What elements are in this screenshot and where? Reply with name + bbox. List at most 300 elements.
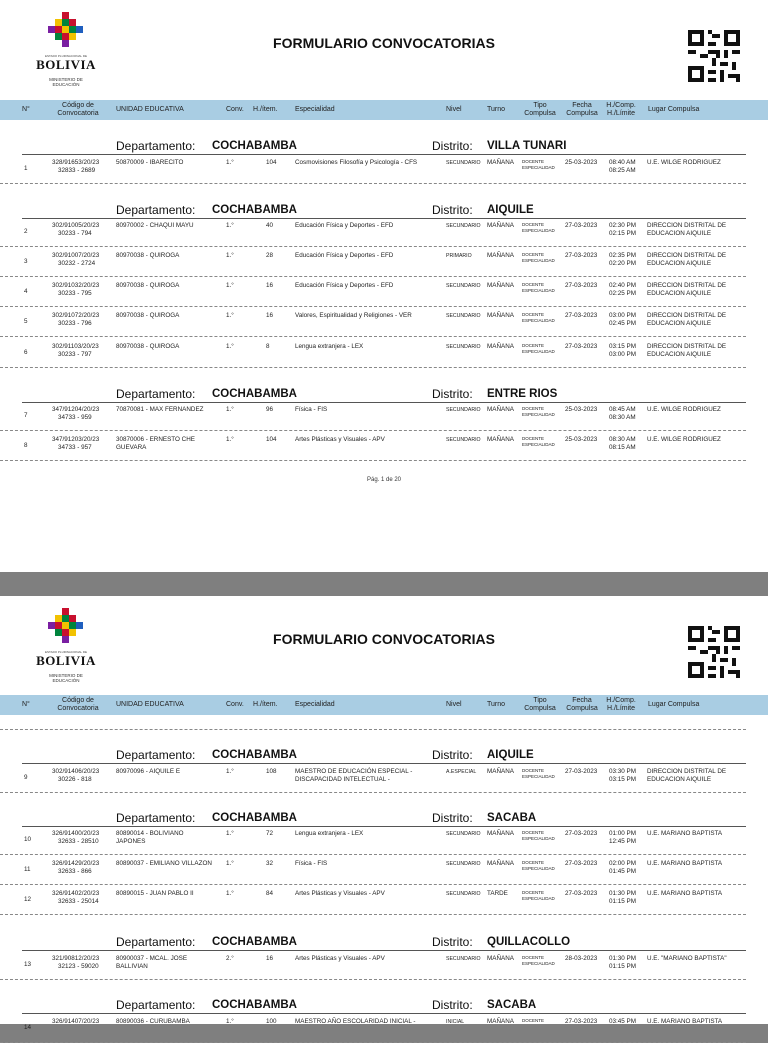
hitem-value: 108 [266, 768, 277, 775]
hora-compulsa: 02:00 PM [609, 860, 636, 867]
lugar-line1: U.E. MARIANO BAPTISTA [647, 1018, 723, 1025]
row-number: 14 [24, 1024, 32, 1031]
conv-value: 1.° [226, 436, 234, 443]
col-fecha: Fecha Compulsa [566, 697, 598, 712]
unidad-line1: 70870081 - MAX FERNANDEZ [116, 406, 204, 413]
tipo-line1: DOCENTE [522, 436, 545, 441]
department-label: Departamento: [116, 748, 196, 762]
unidad-line1: 80900037 - MCAL. JOSE [116, 955, 188, 962]
codigo-line2: 30233 - 796 [58, 319, 92, 327]
logo-state-text: ESTADO PLURINACIONAL DE [44, 54, 87, 58]
especialidad-line1: Física - FIS [295, 860, 328, 867]
codigo-line2: 30226 - 818 [58, 775, 92, 783]
unidad-line2: JAPONES [116, 837, 146, 845]
fecha-value: 27-03-2023 [565, 312, 598, 319]
nivel-value: SECUNDARIO [446, 313, 481, 319]
turno-value: MAÑANA [487, 222, 514, 229]
row-number: 5 [24, 318, 28, 325]
col-hcomp: H./Comp. H./Límite [606, 102, 636, 117]
table-header [0, 100, 768, 120]
turno-value: MAÑANA [487, 343, 514, 350]
fecha-value: 25-03-2023 [565, 406, 598, 413]
row-number: 13 [24, 961, 32, 968]
lugar-line1: U.E. MARIANO BAPTISTA [647, 860, 723, 867]
tipo-line2: ESPECIALIDAD [522, 774, 555, 779]
col-nivel: Nivel [446, 701, 462, 708]
row-divider [0, 854, 746, 855]
fecha-value: 27-03-2023 [565, 343, 598, 350]
tipo-line2: ESPECIALIDAD [522, 349, 555, 354]
especialidad-line1: MAESTRO AÑO ESCOLARIDAD INICIAL - [295, 1018, 416, 1025]
col-hitem: H./ítem. [253, 106, 278, 113]
lugar-line2: EDUCACION AIQUILE [647, 289, 712, 297]
fecha-value: 28-03-2023 [565, 955, 598, 962]
hitem-value: 16 [266, 312, 274, 319]
codigo-line1: 302/91005/20/23 [52, 222, 100, 229]
hitem-value: 8 [266, 343, 270, 350]
codigo-line1: 328/91653/20/23 [52, 159, 100, 166]
especialidad-line1: Educación Física y Deportes - EFD [295, 222, 394, 229]
col-tipo: Tipo Compulsa [524, 697, 556, 712]
tipo-line2: ESPECIALIDAD [522, 866, 555, 871]
codigo-line2: 30232 - 2724 [58, 259, 96, 267]
codigo-line2: 34733 - 957 [58, 443, 92, 451]
department-value: COCHABAMBA [212, 936, 297, 948]
page-title: FORMULARIO CONVOCATORIAS [273, 631, 495, 647]
district-label: Distrito: [432, 998, 473, 1012]
unidad-line1: 80890037 - EMILIANO VILLAZON [116, 860, 212, 867]
col-especialidad: Especialidad [295, 701, 335, 708]
lugar-line1: U.E. MARIANO BAPTISTA [647, 830, 723, 837]
department-value: COCHABAMBA [212, 204, 297, 216]
fecha-value: 25-03-2023 [565, 159, 598, 166]
col-especialidad: Especialidad [295, 106, 335, 113]
codigo-line1: 326/91402/20/23 [52, 890, 100, 897]
tipo-line1: DOCENTE [522, 406, 545, 411]
unidad-line1: 80970038 - QUIROGA [116, 343, 180, 350]
codigo-line2: 32633 - 28510 [58, 837, 99, 845]
hora-compulsa: 01:30 PM [609, 955, 636, 962]
codigo-line1: 347/91204/20/23 [52, 406, 100, 413]
hitem-value: 84 [266, 890, 274, 897]
codigo-line1: 302/91406/20/23 [52, 768, 100, 775]
department-label: Departamento: [116, 811, 196, 825]
especialidad-line2: DISCAPACIDAD INTELECTUAL - [295, 775, 390, 783]
row-divider [0, 729, 746, 730]
unidad-line1: 80970038 - QUIROGA [116, 282, 180, 289]
turno-value: TARDE [487, 890, 508, 897]
hitem-value: 32 [266, 860, 274, 867]
row-number: 2 [24, 228, 28, 235]
turno-value: MAÑANA [487, 436, 514, 443]
tipo-line1: DOCENTE [522, 890, 545, 895]
conv-value: 1.° [226, 252, 234, 259]
conv-value: 1.° [226, 343, 234, 350]
hora-limite: 12:45 PM [609, 837, 636, 845]
logo-ministry-text: MINISTERIO DE EDUCACIÓN [49, 673, 83, 683]
tipo-line2: ESPECIALIDAD [522, 318, 555, 323]
especialidad-line1: Artes Plásticas y Visuales - APV [295, 955, 385, 962]
tipo-line1: DOCENTE [522, 282, 545, 287]
tipo-line1: DOCENTE [522, 222, 545, 227]
nivel-value: SECUNDARIO [446, 407, 481, 413]
especialidad-line1: Educación Física y Deportes - EFD [295, 282, 394, 289]
department-label: Departamento: [116, 387, 196, 401]
hora-limite: 01:45 PM [609, 867, 636, 875]
unidad-line1: 80890015 - JUAN PABLO II [116, 890, 194, 897]
col-n: N° [22, 106, 30, 113]
codigo-line2: 30233 - 797 [58, 350, 92, 358]
hitem-value: 40 [266, 222, 274, 229]
turno-value: MAÑANA [487, 282, 514, 289]
lugar-line2: EDUCACION AIQUILE [647, 775, 712, 783]
nivel-value: INICIAL [446, 1019, 465, 1025]
lugar-line2: EDUCACION AIQUILE [647, 259, 712, 267]
department-value: COCHABAMBA [212, 749, 297, 761]
especialidad-line1: Lengua extranjera - LEX [295, 830, 364, 837]
especialidad-line1: Lengua extranjera - LEX [295, 343, 364, 350]
codigo-line2: 32833 - 2689 [58, 166, 96, 174]
nivel-value: SECUNDARIO [446, 956, 481, 962]
lugar-line1: DIRECCION DISTRITAL DE [647, 252, 727, 259]
hora-limite: 03:15 PM [609, 775, 636, 783]
tipo-line2: ESPECIALIDAD [522, 228, 555, 233]
tipo-line1: DOCENTE [522, 312, 545, 317]
codigo-line2: 32633 - 25014 [58, 897, 99, 905]
hora-limite: 02:25 PM [609, 289, 636, 297]
lugar-line2: EDUCACION AIQUILE [647, 350, 712, 358]
tipo-line1: DOCENTE [522, 860, 545, 865]
row-divider [0, 367, 746, 368]
especialidad-line1: Artes Plásticas y Visuales - APV [295, 890, 385, 897]
lugar-line1: DIRECCION DISTRITAL DE [647, 343, 727, 350]
col-turno: Turno [487, 701, 506, 708]
row-divider [0, 979, 746, 980]
hora-compulsa: 02:35 PM [609, 252, 636, 259]
col-lugar: Lugar Compulsa [648, 701, 700, 708]
page-title: FORMULARIO CONVOCATORIAS [273, 35, 495, 51]
department-label: Departamento: [116, 998, 196, 1012]
tipo-line1: DOCENTE [522, 252, 545, 257]
turno-value: MAÑANA [487, 159, 514, 166]
unidad-line1: 80890036 - CURUBAMBA [116, 1018, 190, 1025]
col-lugar: Lugar Compulsa [648, 106, 700, 113]
district-label: Distrito: [432, 935, 473, 949]
row-number: 8 [24, 442, 28, 449]
logo-ministry-text: MINISTERIO DE EDUCACIÓN [49, 77, 83, 87]
district-label: Distrito: [432, 203, 473, 217]
row-divider [0, 183, 746, 184]
row-divider [0, 306, 746, 307]
lugar-line1: U.E. "MARIANO BAPTISTA" [647, 955, 727, 962]
row-divider [0, 276, 746, 277]
row-number: 1 [24, 165, 28, 172]
tipo-line2: ESPECIALIDAD [522, 258, 555, 263]
turno-value: MAÑANA [487, 406, 514, 413]
col-turno: Turno [487, 106, 506, 113]
fecha-value: 25-03-2023 [565, 436, 598, 443]
col-hitem: H./ítem. [253, 701, 278, 708]
codigo-line2: 34733 - 959 [58, 413, 92, 421]
district-value: AIQUILE [487, 204, 534, 216]
col-fecha: Fecha Compulsa [566, 102, 598, 117]
row-divider [0, 792, 746, 793]
nivel-value: SECUNDARIO [446, 283, 481, 289]
lugar-line1: U.E. MARIANO BAPTISTA [647, 890, 723, 897]
hora-limite: 03:00 PM [609, 350, 636, 358]
especialidad-line1: Valores, Espiritualidad y Religiones - VER [295, 312, 412, 319]
hora-limite: 08:15 AM [609, 443, 636, 451]
district-label: Distrito: [432, 387, 473, 401]
district-label: Distrito: [432, 748, 473, 762]
lugar-line1: U.E. WILGE RODRIGUEZ [647, 406, 721, 413]
codigo-line1: 326/91400/20/23 [52, 830, 100, 837]
logo-country-text: BOLIVIA [36, 57, 96, 72]
codigo-line2: 30233 - 794 [58, 229, 92, 237]
hora-compulsa: 03:00 PM [609, 312, 636, 319]
unidad-line2: GUEVARA [116, 443, 147, 451]
fecha-value: 27-03-2023 [565, 768, 598, 775]
logo-state-text: ESTADO PLURINACIONAL DE [44, 650, 87, 654]
row-divider [0, 884, 746, 885]
lugar-line1: DIRECCION DISTRITAL DE [647, 768, 727, 775]
tipo-line2: ESPECIALIDAD [522, 836, 555, 841]
fecha-value: 27-03-2023 [565, 830, 598, 837]
unidad-line1: 80970038 - QUIROGA [116, 312, 180, 319]
department-label: Departamento: [116, 139, 196, 153]
hora-compulsa: 08:40 AM [609, 159, 636, 166]
department-label: Departamento: [116, 935, 196, 949]
nivel-value: SECUNDARIO [446, 831, 481, 837]
turno-value: MAÑANA [487, 312, 514, 319]
especialidad-line1: MAESTRO DE EDUCACIÓN ESPECIAL - [295, 768, 413, 775]
fecha-value: 27-03-2023 [565, 1018, 598, 1025]
conv-value: 1.° [226, 312, 234, 319]
conv-value: 1.° [226, 1018, 234, 1025]
hora-limite: 08:25 AM [609, 166, 636, 174]
turno-value: MAÑANA [487, 830, 514, 837]
turno-value: MAÑANA [487, 955, 514, 962]
hora-limite: 01:15 PM [609, 897, 636, 905]
unidad-line1: 80970002 - CHAQUI MAYU [116, 222, 194, 229]
hora-limite: 02:45 PM [609, 319, 636, 327]
tipo-line1: DOCENTE [522, 1018, 545, 1023]
tipo-line1: DOCENTE [522, 955, 545, 960]
unidad-line1: 80890014 - BOLIVIANO [116, 830, 184, 837]
codigo-line1: 347/91203/20/23 [52, 436, 100, 443]
lugar-line2: EDUCACION AIQUILE [647, 319, 712, 327]
section-underline [22, 763, 746, 764]
nivel-value: A.ESPECIAL [446, 769, 477, 775]
department-value: COCHABAMBA [212, 812, 297, 824]
fecha-value: 27-03-2023 [565, 890, 598, 897]
codigo-line2: 32633 - 866 [58, 867, 92, 875]
hora-compulsa: 01:00 PM [609, 830, 636, 837]
row-number: 10 [24, 836, 32, 843]
row-divider [0, 914, 746, 915]
conv-value: 1.° [226, 768, 234, 775]
especialidad-line1: Física - FIS [295, 406, 328, 413]
especialidad-line1: Artes Plásticas y Visuales - APV [295, 436, 385, 443]
unidad-line2: BALLIVIAN [116, 962, 148, 970]
hitem-value: 72 [266, 830, 274, 837]
page-footer: Pág. 1 de 20 [366, 477, 402, 483]
nivel-value: SECUNDARIO [446, 437, 481, 443]
col-unidad: UNIDAD EDUCATIVA [116, 106, 184, 113]
tipo-line1: DOCENTE [522, 830, 545, 835]
fecha-value: 27-03-2023 [565, 222, 598, 229]
conv-value: 1.° [226, 890, 234, 897]
hora-compulsa: 08:45 AM [609, 406, 636, 413]
nivel-value: SECUNDARIO [446, 891, 481, 897]
hora-limite: 01:15 PM [609, 962, 636, 970]
tipo-line1: DOCENTE [522, 343, 545, 348]
hora-compulsa: 01:30 PM [609, 890, 636, 897]
col-hcomp: H./Comp. H./Límite [606, 697, 636, 712]
district-value: ENTRE RIOS [487, 388, 558, 400]
row-divider [0, 430, 746, 431]
hora-compulsa: 02:40 PM [609, 282, 636, 289]
nivel-value: SECUNDARIO [446, 223, 481, 229]
fecha-value: 27-03-2023 [565, 860, 598, 867]
department-value: COCHABAMBA [212, 388, 297, 400]
col-tipo: Tipo Compulsa [524, 102, 556, 117]
lugar-line1: U.E. WILGE RODRIGUEZ [647, 159, 721, 166]
nivel-value: SECUNDARIO [446, 344, 481, 350]
table-header [0, 695, 768, 715]
hitem-value: 100 [266, 1018, 277, 1025]
district-label: Distrito: [432, 811, 473, 825]
codigo-line1: 302/91032/20/23 [52, 282, 100, 289]
codigo-line1: 302/91072/20/23 [52, 312, 100, 319]
col-conv: Conv. [226, 106, 244, 113]
tipo-line2: ESPECIALIDAD [522, 961, 555, 966]
lugar-line1: DIRECCION DISTRITAL DE [647, 282, 727, 289]
col-conv: Conv. [226, 701, 244, 708]
conv-value: 1.° [226, 830, 234, 837]
lugar-line1: U.E. WILGE RODRIGUEZ [647, 436, 721, 443]
row-divider [0, 460, 746, 461]
row-divider [0, 336, 746, 337]
department-value: COCHABAMBA [212, 140, 297, 152]
codigo-line1: 302/91103/20/23 [52, 343, 99, 350]
department-value: COCHABAMBA [212, 999, 297, 1011]
hora-compulsa: 03:15 PM [609, 343, 636, 350]
conv-value: 1.° [226, 406, 234, 413]
tipo-line1: DOCENTE [522, 768, 545, 773]
lugar-line2: EDUCACION AIQUILE [647, 229, 712, 237]
unidad-line1: 30870006 - ERNESTO CHE [116, 436, 195, 443]
tipo-line2: ESPECIALIDAD [522, 412, 555, 417]
section-underline [22, 154, 746, 155]
unidad-line1: 50870009 - IBARECITO [116, 159, 184, 166]
conv-value: 1.° [226, 222, 234, 229]
tipo-line2: ESPECIALIDAD [522, 896, 555, 901]
section-underline [22, 826, 746, 827]
section-underline [22, 950, 746, 951]
especialidad-line1: Educación Física y Deportes - EFD [295, 252, 394, 259]
section-underline [22, 402, 746, 403]
hora-compulsa: 03:45 PM [609, 1018, 636, 1025]
codigo-line1: 326/91407/20/23 [52, 1018, 100, 1025]
conv-value: 1.° [226, 282, 234, 289]
hora-compulsa: 08:30 AM [609, 436, 636, 443]
district-value: SACABA [487, 812, 537, 824]
tipo-line2: ESPECIALIDAD [522, 442, 555, 447]
row-number: 6 [24, 349, 28, 356]
hitem-value: 16 [266, 955, 274, 962]
hora-compulsa: 02:30 PM [609, 222, 636, 229]
fecha-value: 27-03-2023 [565, 282, 598, 289]
col-unidad: UNIDAD EDUCATIVA [116, 701, 184, 708]
lugar-line1: DIRECCION DISTRITAL DE [647, 312, 727, 319]
hitem-value: 104 [266, 436, 277, 443]
nivel-value: SECUNDARIO [446, 160, 481, 166]
hitem-value: 104 [266, 159, 277, 166]
department-label: Departamento: [116, 203, 196, 217]
codigo-line2: 32123 - 59020 [58, 962, 99, 970]
district-label: Distrito: [432, 139, 473, 153]
especialidad-line1: Cosmovisiones Filosofía y Psicología - CFS [295, 159, 418, 166]
qr-code-icon [688, 30, 740, 82]
nivel-value: PRIMARIO [446, 253, 472, 259]
section-underline [22, 1013, 746, 1014]
row-number: 7 [24, 412, 28, 419]
hitem-value: 28 [266, 252, 274, 259]
hora-limite: 02:20 PM [609, 259, 636, 267]
row-number: 3 [24, 258, 28, 265]
col-codigo: Código de Convocatoria [57, 697, 99, 712]
tipo-line2: ESPECIALIDAD [522, 288, 555, 293]
codigo-line1: 302/91007/20/23 [52, 252, 100, 259]
hora-compulsa: 03:30 PM [609, 768, 636, 775]
logo-country-text: BOLIVIA [36, 653, 96, 668]
codigo-line1: 321/90812/20/23 [52, 955, 100, 962]
unidad-line1: 80970038 - QUIROGA [116, 252, 180, 259]
nivel-value: SECUNDARIO [446, 861, 481, 867]
row-number: 4 [24, 288, 28, 295]
tipo-line1: DOCENTE [522, 159, 545, 164]
fecha-value: 27-03-2023 [565, 252, 598, 259]
section-underline [22, 218, 746, 219]
turno-value: MAÑANA [487, 252, 514, 259]
codigo-line1: 326/91429/20/23 [52, 860, 100, 867]
district-value: SACABA [487, 999, 537, 1011]
row-number: 9 [24, 774, 28, 781]
hora-limite: 02:15 PM [609, 229, 636, 237]
hora-limite: 08:30 AM [609, 413, 636, 421]
row-number: 11 [24, 866, 31, 873]
unidad-line1: 80970096 - AIQUILE E [116, 768, 181, 775]
col-codigo: Código de Convocatoria [57, 102, 99, 117]
district-value: VILLA TUNARI [487, 140, 567, 152]
row-number: 12 [24, 896, 32, 903]
conv-value: 1.° [226, 159, 234, 166]
turno-value: MAÑANA [487, 768, 514, 775]
district-value: AIQUILE [487, 749, 534, 761]
tipo-line2: ESPECIALIDAD [522, 165, 555, 170]
turno-value: MAÑANA [487, 860, 514, 867]
col-nivel: Nivel [446, 106, 462, 113]
col-n: N° [22, 701, 30, 708]
conv-value: 2.° [226, 955, 234, 962]
lugar-line1: DIRECCION DISTRITAL DE [647, 222, 727, 229]
qr-code-icon [688, 626, 740, 678]
codigo-line2: 30233 - 795 [58, 289, 92, 297]
hitem-value: 96 [266, 406, 274, 413]
turno-value: MAÑANA [487, 1018, 514, 1025]
row-divider [0, 246, 746, 247]
